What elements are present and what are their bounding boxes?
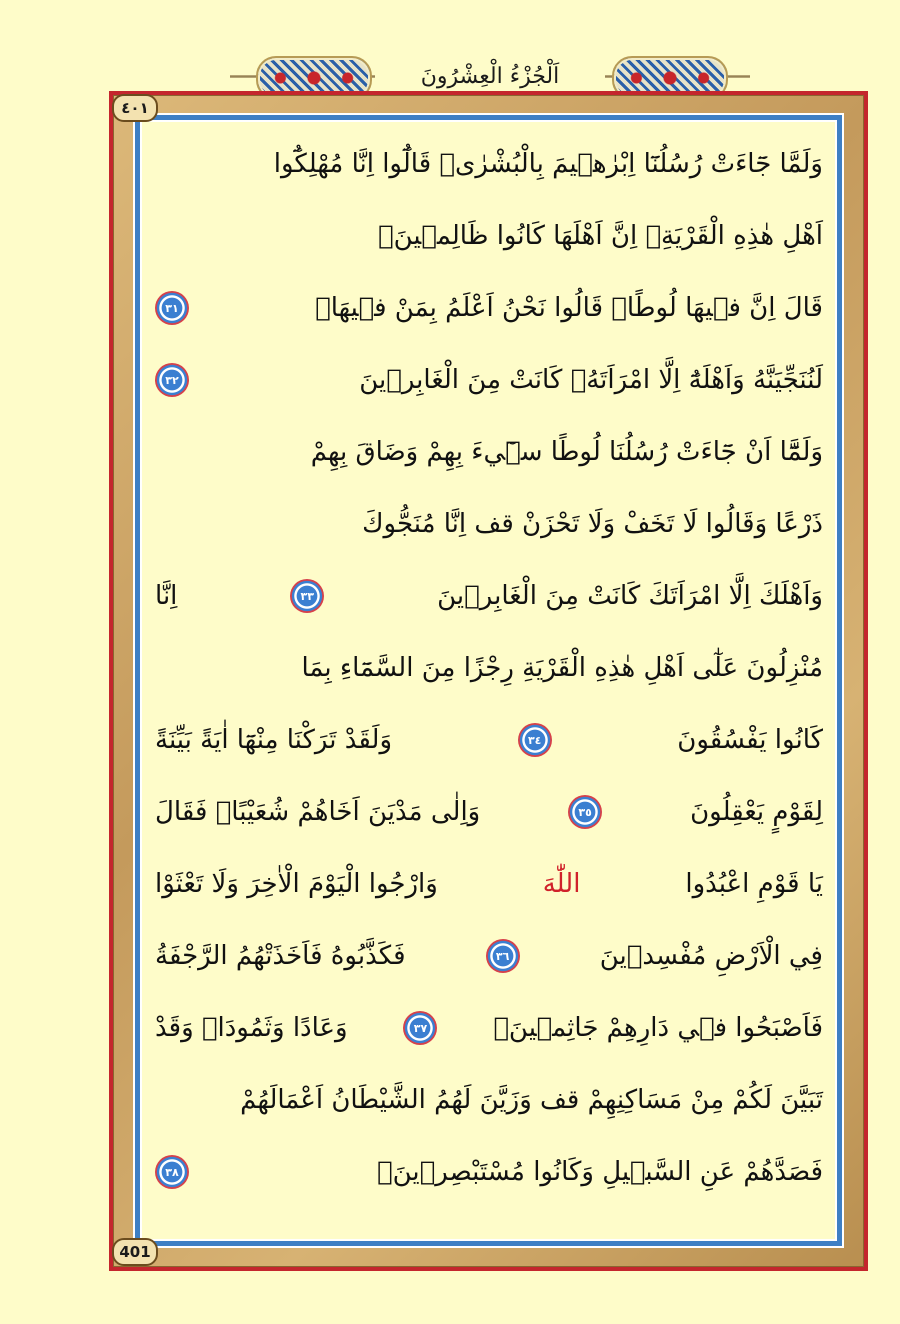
line-text: يَا قَوْمِ اعْبُدُوا xyxy=(685,869,823,899)
text-line xyxy=(155,776,823,848)
text-line xyxy=(155,704,823,776)
line-text-tail: فَكَذَّبُوهُ فَاَخَذَتْهُمُ الرَّجْفَةُ xyxy=(155,941,406,971)
text-line xyxy=(155,560,823,632)
ayah-marker: ٣٤ xyxy=(518,723,552,757)
page-number-bottom: 401 xyxy=(112,1238,158,1266)
line-text: فِي الْاَرْضِ مُفْسِدٖينَ xyxy=(599,941,823,971)
text-line xyxy=(155,1136,823,1208)
allah-word: اللّٰهَ xyxy=(542,869,581,899)
line-text: فَاَصْبَحُوا فٖي دَارِهِمْ جَاثِمٖينَۘ xyxy=(493,1013,823,1043)
ayah-marker: ٣٨ xyxy=(155,1155,189,1189)
text-line xyxy=(155,632,823,704)
line-text-tail: وَاِلٰى مَدْيَنَ اَخَاهُمْ شُعَيْبًاۙ فَقَالَ xyxy=(155,797,481,827)
page-number-top: ٤٠١ xyxy=(112,94,158,122)
line-text: تَبَيَّنَ لَكُمْ مِنْ مَسَاكِنِهِمْ قف وَزَيَّنَ لَهُمُ الشَّيْطَانُ اَعْمَالَهُمْ xyxy=(240,1085,823,1115)
text-line xyxy=(155,1064,823,1136)
ayah-marker: ٣٢ xyxy=(155,363,189,397)
ayah-marker: ٣٧ xyxy=(403,1011,437,1045)
text-line xyxy=(155,416,823,488)
juz-title: اَلْجُزْءُ الْعِشْرُونَ xyxy=(375,52,605,100)
line-text-tail: وَلَقَدْ تَرَكْنَا مِنْهَٓا اٰيَةً بَيِّنَةً xyxy=(155,725,393,755)
ayah-marker: ٣٥ xyxy=(568,795,602,829)
text-line xyxy=(155,488,823,560)
line-text: ذَرْعًا وَقَالُوا لَا تَخَفْ وَلَا تَحْزَنْ قف اِنَّا مُنَجُّوكَ xyxy=(362,509,823,539)
text-line xyxy=(155,272,823,344)
line-text-tail: وَارْجُوا الْيَوْمَ الْاٰخِرَ وَلَا تَعْثَوْا xyxy=(155,869,438,899)
ayah-marker: ٣١ xyxy=(155,291,189,325)
ayah-marker: ٣٣ xyxy=(290,579,324,613)
text-line xyxy=(155,128,823,200)
text-line xyxy=(155,200,823,272)
line-text: لَنُنَجِّيَنَّهُ وَاَهْلَهُٓ اِلَّا امْرَاَتَهُۘ كَانَتْ مِنَ الْغَابِرٖينَ xyxy=(359,365,823,395)
ayah-marker: ٣٦ xyxy=(486,939,520,973)
line-text: مُنْزِلُونَ عَلٰٓى اَهْلِ هٰذِهِ الْقَرْيَةِ رِجْزًا مِنَ السَّمَٓاءِ بِمَا xyxy=(301,653,823,683)
text-line xyxy=(155,920,823,992)
line-text: لِقَوْمٍ يَعْقِلُونَ xyxy=(690,797,823,827)
line-text-tail: اِنَّا xyxy=(155,581,178,611)
line-text-tail: وَعَادًا وَثَمُودَا۬ وَقَدْ xyxy=(155,1013,348,1043)
line-text: كَانُوا يَفْسُقُونَ xyxy=(677,725,823,755)
text-line xyxy=(155,992,823,1064)
text-line xyxy=(155,344,823,416)
line-text: وَلَمَّٓا اَنْ جَٓاءَتْ رُسُلُنَا لُوطًا سٖٓيءَ بِهِمْ وَضَاقَ بِهِمْ xyxy=(310,437,823,467)
quran-text xyxy=(155,128,823,1228)
line-text: اَهْلِ هٰذِهِ الْقَرْيَةِۚ اِنَّ اَهْلَهَا كَانُوا ظَالِمٖينَۚ xyxy=(378,221,823,251)
line-text: وَلَمَّا جَٓاءَتْ رُسُلُنَٓا اِبْرٰهٖيمَ بِالْبُشْرٰىۙ قَالُٓوا اِنَّا مُهْلِكُٓوا xyxy=(273,149,823,179)
line-text: قَالَ اِنَّ فٖيهَا لُوطًاۜ قَالُوا نَحْنُ اَعْلَمُ بِمَنْ فٖيهَاۘ xyxy=(315,293,823,323)
line-text: فَصَدَّهُمْ عَنِ السَّبٖيلِ وَكَانُوا مُسْتَبْصِرٖينَۙ xyxy=(376,1157,823,1187)
text-line xyxy=(155,848,823,920)
line-text: وَاَهْلَكَ اِلَّا امْرَاَتَكَ كَانَتْ مِنَ الْغَابِرٖينَ xyxy=(437,581,823,611)
